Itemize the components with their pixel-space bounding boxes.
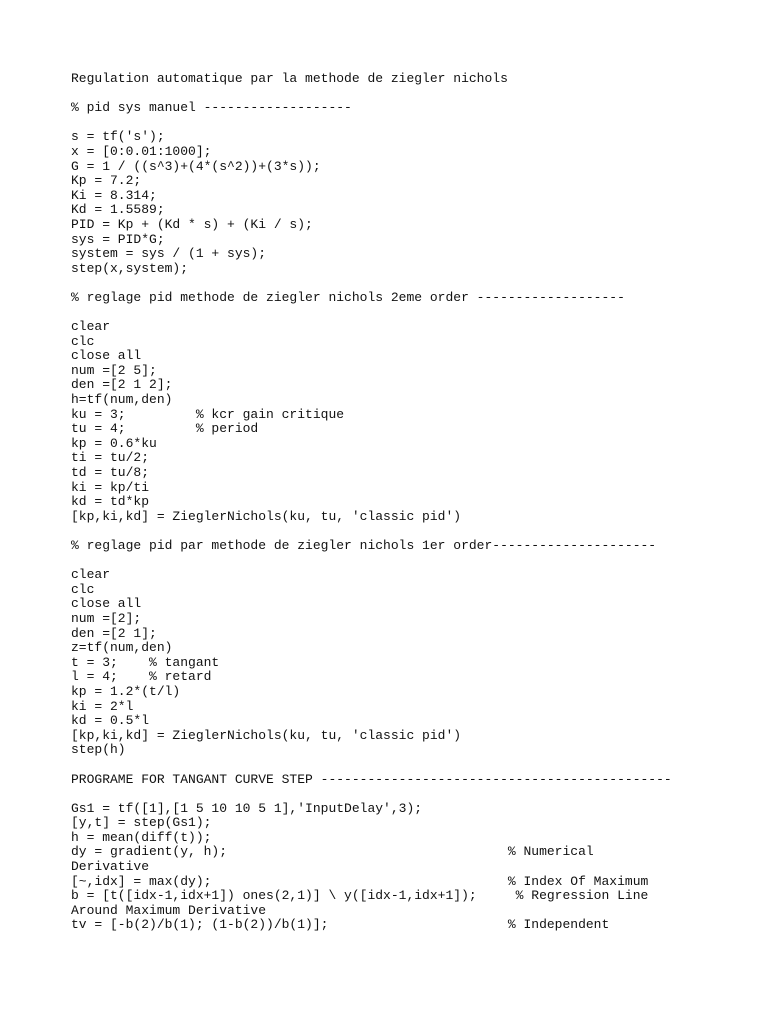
code-line: clear (71, 567, 111, 583)
code-line: [kp,ki,kd] = ZieglerNichols(ku, tu, 'classic pid') (71, 727, 462, 743)
code-line: dy = gradient(y, h); % Numerical (71, 844, 594, 860)
section-heading-ziegler-1st-order: % reglage pid par methode de ziegler nichols 1er order--------------------- (71, 538, 657, 553)
code-line: kp = 0.6*ku (71, 435, 157, 451)
code-line: z=tf(num,den) (71, 640, 173, 656)
blank-line (71, 87, 711, 102)
blank-line (71, 787, 711, 802)
code-line: PID = Kp + (Kd * s) + (Ki / s); (71, 216, 313, 232)
code-line: td = tu/8; (71, 465, 150, 481)
blank-line (71, 276, 711, 291)
blank-line (71, 758, 711, 773)
code-line: den =[2 1 2]; (71, 377, 173, 393)
code-line: step(h) (71, 742, 126, 758)
code-line: ki = 2*l (71, 698, 134, 714)
code-line: tu = 4; % period (71, 421, 259, 437)
code-line: b = [t([idx-1,idx+1]) ones(2,1)] \ y([idx-1,idx+1]); % Regression Line (71, 888, 649, 904)
code-line: clc (71, 581, 95, 597)
code-line: close all (71, 596, 142, 612)
document-title: Regulation automatique par la methode de ziegler nichols (71, 71, 508, 86)
code-line: clc (71, 333, 95, 349)
code-line: step(x,system); (71, 260, 189, 276)
code-line: kd = 0.5*l (71, 713, 150, 729)
code-line: x = [0:0.01:1000]; (71, 143, 212, 159)
blank-line (71, 554, 711, 569)
code-line: t = 3; % tangant (71, 654, 220, 670)
code-line: close all (71, 348, 142, 364)
code-line: kd = td*kp (71, 494, 150, 510)
code-line: [kp,ki,kd] = ZieglerNichols(ku, tu, 'classic pid') (71, 508, 462, 524)
code-line: ti = tu/2; (71, 450, 150, 466)
blank-line (71, 524, 711, 539)
code-line: ku = 3; % kcr gain critique (71, 406, 345, 422)
code-line: kp = 1.2*(t/l) (71, 683, 181, 699)
code-line: [~,idx] = max(dy); % Index Of Maximum (71, 873, 649, 889)
code-line: Gs1 = tf([1],[1 5 10 10 5 1],'InputDelay',3); (71, 800, 423, 816)
code-line: G = 1 / ((s^3)+(4*(s^2))+(3*s)); (71, 158, 321, 174)
code-line: den =[2 1]; (71, 625, 157, 641)
section-heading-tangent-curve: PROGRAME FOR TANGANT CURVE STEP --------------------------------------------- (71, 771, 672, 787)
code-line: Around Maximum Derivative (71, 902, 267, 918)
document-page (71, 72, 711, 933)
code-line: ki = kp/ti (71, 479, 150, 495)
section-heading-ziegler-2nd-order: % reglage pid methode de ziegler nichols 2eme order ------------------- (71, 289, 625, 305)
blank-line (71, 306, 711, 321)
blank-line (71, 116, 711, 131)
code-line: Ki = 8.314; (71, 187, 157, 203)
code-line: h=tf(num,den) (71, 392, 173, 408)
code-line: Derivative (71, 859, 150, 875)
code-line: [y,t] = step(Gs1); (71, 815, 212, 831)
code-line: sys = PID*G; (71, 231, 165, 247)
code-line: num =[2]; (71, 610, 142, 626)
code-line: clear (71, 319, 111, 335)
code-line: h = mean(diff(t)); (71, 829, 212, 845)
code-line: Kp = 7.2; (71, 173, 142, 189)
code-line: num =[2 5]; (71, 362, 157, 378)
code-line: Kd = 1.5589; (71, 202, 165, 218)
code-line: s = tf('s'); (71, 129, 165, 145)
code-line: tv = [-b(2)/b(1); (1-b(2))/b(1)]; % Independent (71, 917, 610, 933)
code-line: system = sys / (1 + sys); (71, 246, 267, 262)
section-heading-pid-manual: % pid sys manuel ------------------- (71, 100, 352, 116)
code-line: l = 4; % retard (71, 669, 212, 685)
